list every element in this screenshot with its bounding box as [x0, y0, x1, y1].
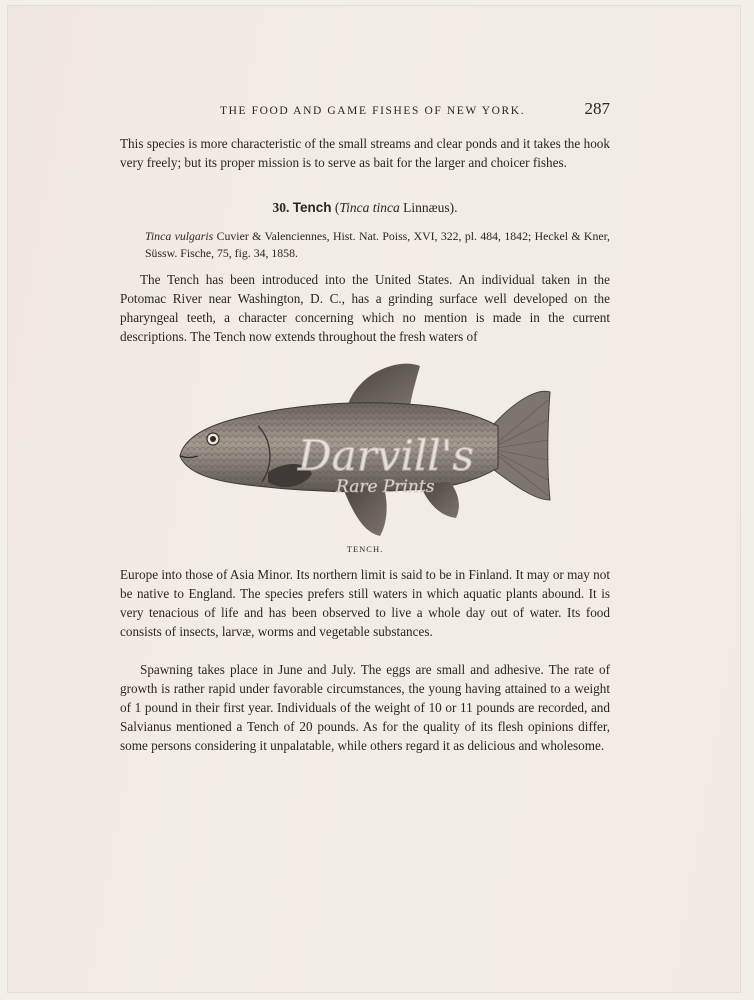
species-heading: 30. Tench (Tinca tinca Linnæus). [272, 200, 458, 215]
tench-illustration [176, 360, 556, 540]
paragraph-range: Europe into those of Asia Minor. Its northern limit is said to be in Finland. It may or may not be native to England. The species prefers still waters in which aquatic plants abound. It is very tenacious of life and has been observed to live a whole day out of water. Its food consists of insects, larvæ, worms and vegetable substances. [120, 567, 610, 639]
species-name: Tench [292, 200, 332, 215]
scientific-name: Tinca tinca [339, 200, 400, 215]
figure-caption: TENCH. [346, 544, 384, 554]
paragraph-introduction: The Tench has been introduced into the United States. An individual taken in the Potomac River near Washington, D. C., has a grinding surface well developed on the pharyngeal teeth, a character concerning which no mention is made in the current descriptions. The Tench now extends throughout the fresh waters of [120, 272, 610, 344]
paragraph-spawning: Spawning takes place in June and July. The eggs are small and adhesive. The rate of growth is rather rapid under favorable circumstances, the young having attained to a weight of 1 pound in their first year. Individuals of the weight of 10 or 11 pounds are recorded, and Salvianus mentioned a Tench of 20 pounds. As for the quality of its flesh opinions differ, some persons considering it unpalatable, while others regard it as delicious and wholesome. [120, 662, 610, 753]
fish-drawing [176, 360, 556, 540]
dorsal-fin [348, 364, 420, 406]
page-number: 287 [584, 99, 610, 118]
running-title: THE FOOD AND GAME FISHES OF NEW YORK. [220, 105, 526, 117]
species-number: 30. [272, 200, 290, 215]
tail-fin [494, 391, 550, 500]
watermark-line-2: Rare Prints [336, 477, 435, 497]
intro-paragraph: This species is more characteristic of the small streams and clear ponds and it takes the hook very freely; but its proper mission is to serve as bait for the larger and choicer fishes. [120, 136, 610, 170]
synonym-references: Cuvier & Valenciennes, Hist. Nat. Poiss, XVI, 322, pl. 484, 1842; Heckel & Kner, Süssw. Fische, 75, fig. 34, 1858. [145, 229, 610, 260]
watermark-line-1: Darvill's [298, 431, 474, 480]
synonym-name: Tinca vulgaris [145, 229, 214, 243]
species-author: Linnæus [403, 200, 450, 215]
synonymy-block [145, 228, 610, 262]
